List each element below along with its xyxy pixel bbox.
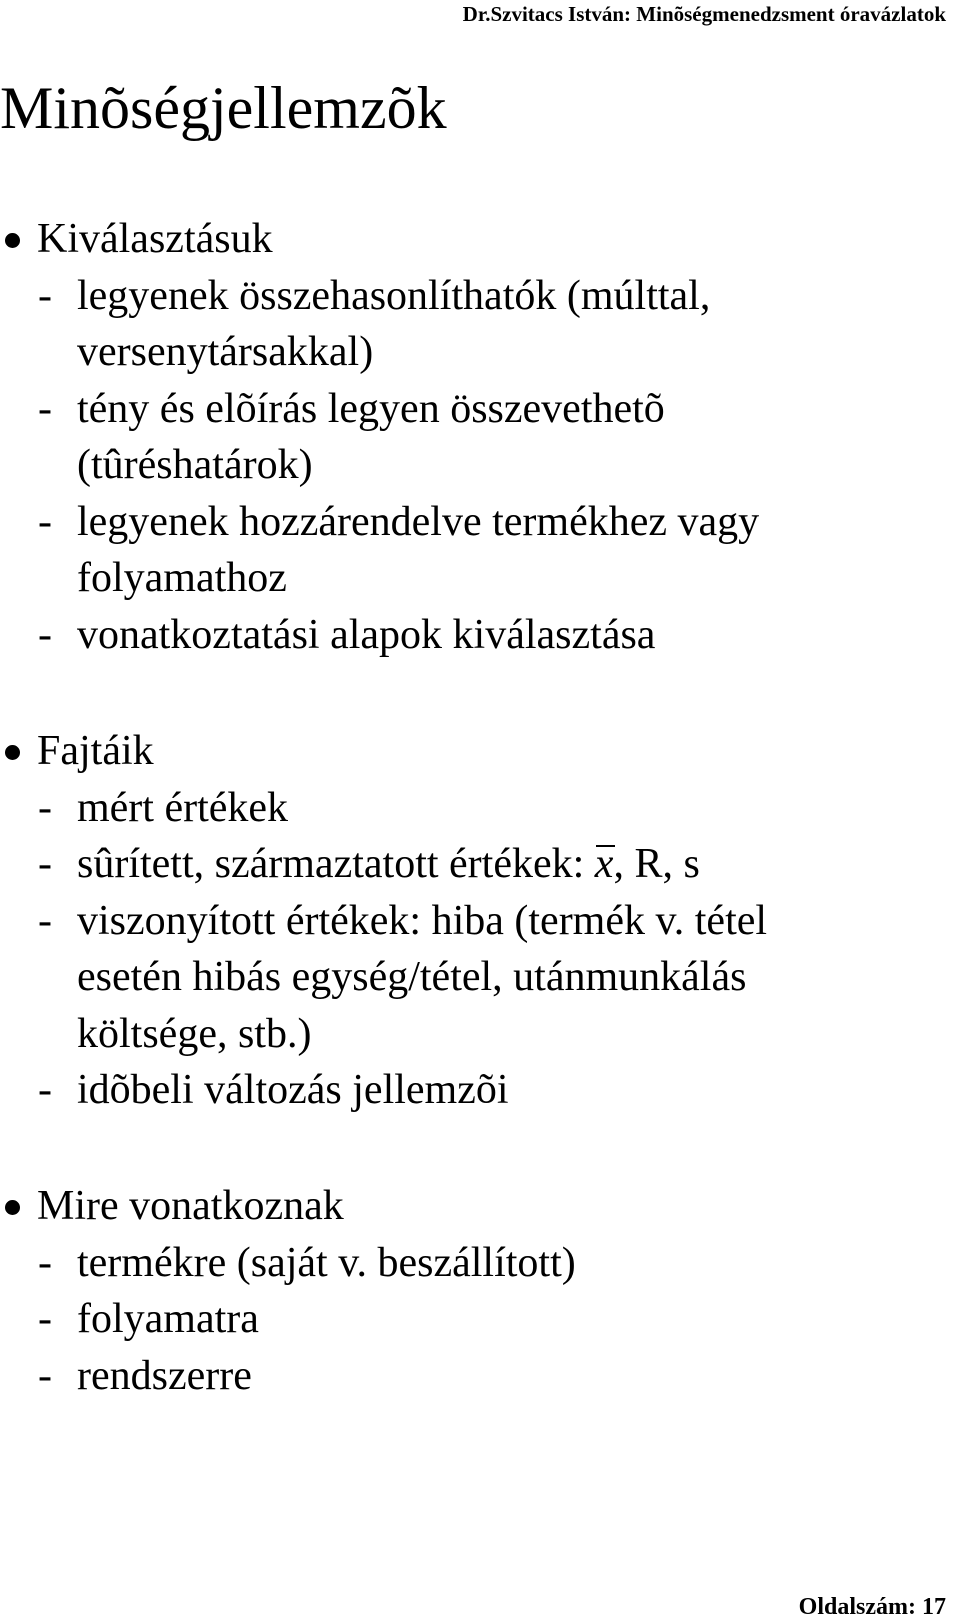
- sub-item: [0, 607, 945, 664]
- sub-item-text: mért értékek: [77, 784, 289, 831]
- sub-item-text: viszonyított értékek: hiba (termék v. tétel: [77, 897, 768, 944]
- sub-item-continuation: (tûréshatárok): [77, 442, 313, 488]
- dash-marker: -: [38, 498, 52, 545]
- dash-marker: -: [38, 611, 52, 658]
- bullet-label: Kiválasztásuk: [37, 216, 273, 262]
- x-bar-symbol: x: [595, 836, 614, 893]
- dash-marker: -: [38, 385, 52, 432]
- sub-item: [0, 836, 945, 893]
- sub-item-continuation: esetén hibás egység/tétel, utánmunkálás: [77, 954, 747, 1000]
- document-header: Dr.Szvitacs István: Minõségmenedzsment óravázlatok: [462, 2, 946, 26]
- page-title: Minõségjellemzõk: [0, 75, 447, 141]
- dash-marker: -: [38, 784, 52, 831]
- sub-item-continuation: folyamathoz: [77, 555, 287, 601]
- bullet-heading: [0, 1178, 945, 1235]
- dash-marker: -: [38, 272, 52, 319]
- sub-item: [0, 893, 945, 950]
- sub-item: [0, 494, 945, 551]
- bullet-label: Mire vonatkoznak: [37, 1183, 344, 1229]
- sub-item-text: legyenek hozzárendelve termékhez vagy: [77, 498, 760, 545]
- sub-item-text: tény és elõírás legyen összevethetõ: [77, 385, 665, 432]
- sub-item: [0, 1062, 945, 1119]
- sub-item: [0, 268, 945, 325]
- page-number: Oldalszám: 17: [798, 1594, 946, 1620]
- dash-marker: -: [38, 841, 52, 887]
- sub-item-text: termékre (saját v. beszállított): [77, 1239, 576, 1286]
- sub-item: [0, 780, 945, 837]
- sub-item-text: idõbeli változás jellemzõi: [77, 1067, 509, 1113]
- bullet-label: Fajtáik: [37, 728, 154, 774]
- sub-item-continuation: versenytársakkal): [77, 329, 374, 375]
- dash-marker: -: [38, 897, 52, 944]
- dash-marker: -: [38, 1296, 52, 1342]
- section-scope: [0, 1178, 945, 1404]
- sub-item: [0, 1235, 945, 1292]
- dash-marker: -: [38, 1352, 52, 1399]
- sub-item: [0, 381, 945, 438]
- dash-marker: -: [38, 1239, 52, 1286]
- sub-item: [0, 1348, 945, 1405]
- sub-item-text: rendszerre: [77, 1352, 252, 1399]
- sub-item-text: legyenek összehasonlíthatók (múlttal,: [77, 272, 711, 319]
- sub-item-text: vonatkoztatási alapok kiválasztása: [77, 611, 656, 658]
- bullet-heading: [0, 211, 945, 268]
- section-types: [0, 723, 945, 1119]
- section-selection: [0, 211, 945, 663]
- sub-item-text: folyamatra: [77, 1296, 259, 1342]
- sub-item-continuation: költsége, stb.): [77, 1010, 312, 1057]
- sub-item-text-suffix: , R, s: [613, 841, 700, 887]
- bullet-dot-icon: [5, 1200, 20, 1215]
- bullet-dot-icon: [5, 233, 20, 248]
- sub-item-text-prefix: sûrített, származtatott értékek:: [77, 841, 595, 887]
- bullet-heading: [0, 723, 945, 780]
- bullet-dot-icon: [5, 745, 20, 760]
- dash-marker: -: [38, 1067, 52, 1113]
- sub-item: [0, 1291, 945, 1348]
